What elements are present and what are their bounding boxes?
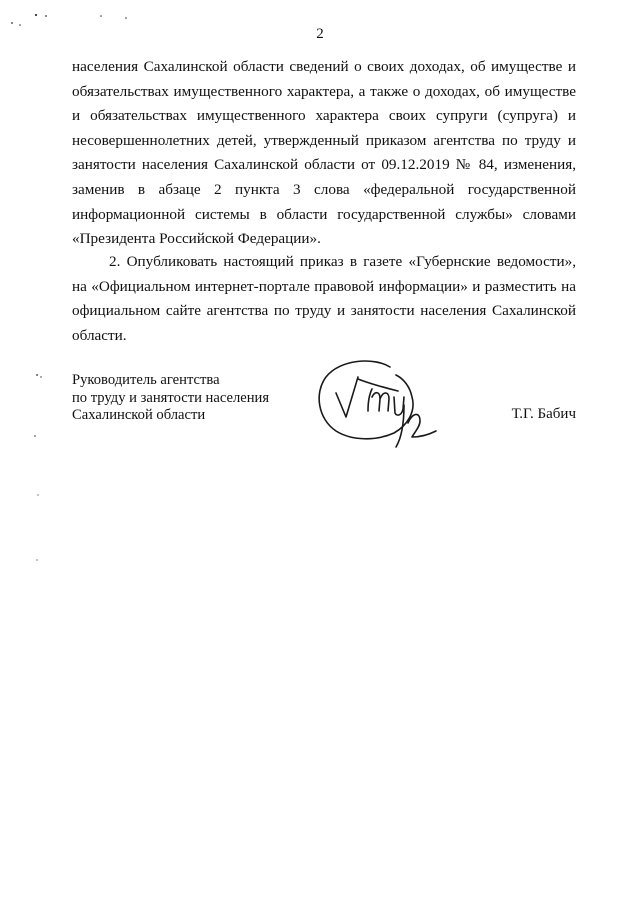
signatory-position-line-2: по труду и занятости населения — [72, 389, 270, 406]
paragraph-publication: 2. Опубликовать настоящий приказ в газете «Губернские ведомости», на «Официальном интернет-портале правовой информации» и разместить на официальном сайте агентства по труду и занятости населения Сахалинской области. — [72, 253, 576, 344]
handwritten-signature — [312, 353, 452, 453]
signatory-position — [72, 372, 269, 425]
page-number: 2 — [316, 26, 324, 42]
signer-name: Т.Г. Бабич — [511, 406, 576, 422]
signatory-position-line-3: Сахалинской области — [72, 407, 206, 423]
signatory-position-line-1: Руководитель агентства — [72, 372, 220, 388]
paragraph-amendment: населения Сахалинской области сведений о своих доходах, об имуществе и обязательствах имущественного характера, а также о доходах, об имуществе и обязательствах имущественного характера своих супруги (супруга) и несовершеннолетних детей, утвержденный приказом агентства по труду и занятости населения Сахалинской области от 09.12.2019 № 84, изменения, заменив в абзаце 2 пункта 3 слова «федеральной государственной информационной системы в области государственной службы» словами «Президента Российской Федерации». — [72, 58, 576, 248]
